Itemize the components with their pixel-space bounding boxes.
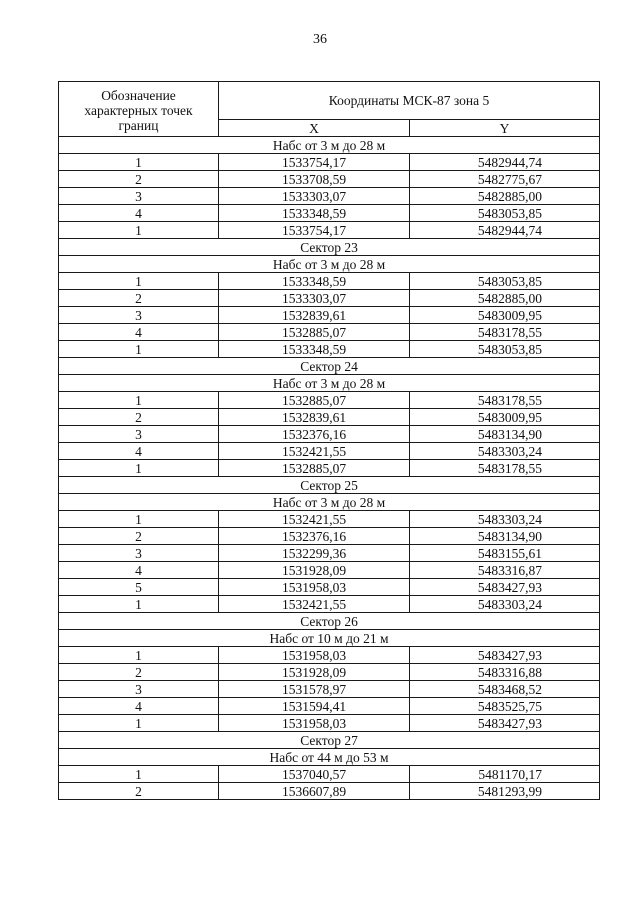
- point-id-cell: 3: [59, 426, 219, 443]
- x-coordinate-cell: 1531594,41: [219, 698, 410, 715]
- x-coordinate-cell: 1532376,16: [219, 426, 410, 443]
- y-coordinate-cell: 5483468,52: [410, 681, 600, 698]
- x-coordinate-cell: 1532885,07: [219, 460, 410, 477]
- y-coordinate-cell: 5483525,75: [410, 698, 600, 715]
- y-coordinate-cell: 5482885,00: [410, 290, 600, 307]
- section-label: Набс от 44 м до 53 м: [59, 749, 600, 766]
- point-id-cell: 4: [59, 324, 219, 341]
- x-coordinate-cell: 1532421,55: [219, 443, 410, 460]
- section-row: [59, 749, 600, 766]
- section-row: [59, 358, 600, 375]
- point-id-cell: 1: [59, 511, 219, 528]
- x-coordinate-cell: 1531928,09: [219, 562, 410, 579]
- y-coordinate-cell: 5483009,95: [410, 307, 600, 324]
- point-id-cell: 2: [59, 290, 219, 307]
- section-label: Набс от 3 м до 28 м: [59, 494, 600, 511]
- y-coordinate-cell: 5483009,95: [410, 409, 600, 426]
- table-row: [59, 409, 600, 426]
- y-coordinate-cell: 5483303,24: [410, 443, 600, 460]
- table-row: [59, 579, 600, 596]
- point-id-cell: 5: [59, 579, 219, 596]
- header-y: Y: [410, 120, 600, 137]
- point-id-cell: 1: [59, 460, 219, 477]
- header-coordinates-title: Координаты МСК-87 зона 5: [219, 82, 600, 120]
- point-id-cell: 1: [59, 715, 219, 732]
- x-coordinate-cell: 1533348,59: [219, 205, 410, 222]
- section-label: Набс от 3 м до 28 м: [59, 375, 600, 392]
- section-label: Сектор 25: [59, 477, 600, 494]
- y-coordinate-cell: 5483053,85: [410, 273, 600, 290]
- point-id-cell: 2: [59, 409, 219, 426]
- table-row: [59, 273, 600, 290]
- x-coordinate-cell: 1531958,03: [219, 579, 410, 596]
- table-row: [59, 154, 600, 171]
- table-row: [59, 596, 600, 613]
- y-coordinate-cell: 5483316,88: [410, 664, 600, 681]
- x-coordinate-cell: 1536607,89: [219, 783, 410, 800]
- y-coordinate-cell: 5483303,24: [410, 511, 600, 528]
- x-coordinate-cell: 1533303,07: [219, 290, 410, 307]
- table-row: [59, 443, 600, 460]
- section-label: Набс от 3 м до 28 м: [59, 137, 600, 154]
- x-coordinate-cell: 1533303,07: [219, 188, 410, 205]
- section-row: [59, 256, 600, 273]
- x-coordinate-cell: 1532421,55: [219, 511, 410, 528]
- x-coordinate-cell: 1533708,59: [219, 171, 410, 188]
- section-label: Сектор 23: [59, 239, 600, 256]
- point-id-cell: 3: [59, 681, 219, 698]
- y-coordinate-cell: 5483427,93: [410, 579, 600, 596]
- header-x: X: [219, 120, 410, 137]
- point-id-cell: 4: [59, 205, 219, 222]
- point-id-cell: 1: [59, 392, 219, 409]
- point-id-cell: 2: [59, 171, 219, 188]
- section-row: [59, 375, 600, 392]
- point-id-cell: 1: [59, 273, 219, 290]
- x-coordinate-cell: 1531928,09: [219, 664, 410, 681]
- section-label: Сектор 26: [59, 613, 600, 630]
- point-id-cell: 1: [59, 341, 219, 358]
- table-row: [59, 698, 600, 715]
- table-row: [59, 664, 600, 681]
- y-coordinate-cell: 5483134,90: [410, 426, 600, 443]
- section-label: Сектор 24: [59, 358, 600, 375]
- section-row: [59, 239, 600, 256]
- table-row: [59, 307, 600, 324]
- point-id-cell: 4: [59, 443, 219, 460]
- table-row: [59, 783, 600, 800]
- point-id-cell: 1: [59, 766, 219, 783]
- table-row: [59, 324, 600, 341]
- point-id-cell: 2: [59, 783, 219, 800]
- x-coordinate-cell: 1537040,57: [219, 766, 410, 783]
- table-row: [59, 222, 600, 239]
- y-coordinate-cell: 5482775,67: [410, 171, 600, 188]
- x-coordinate-cell: 1532885,07: [219, 324, 410, 341]
- y-coordinate-cell: 5483427,93: [410, 715, 600, 732]
- point-id-cell: 2: [59, 528, 219, 545]
- x-coordinate-cell: 1533754,17: [219, 154, 410, 171]
- x-coordinate-cell: 1531578,97: [219, 681, 410, 698]
- table-row: [59, 188, 600, 205]
- y-coordinate-cell: 5483053,85: [410, 341, 600, 358]
- x-coordinate-cell: 1532885,07: [219, 392, 410, 409]
- section-row: [59, 477, 600, 494]
- x-coordinate-cell: 1532839,61: [219, 409, 410, 426]
- table-row: [59, 341, 600, 358]
- y-coordinate-cell: 5483134,90: [410, 528, 600, 545]
- x-coordinate-cell: 1533754,17: [219, 222, 410, 239]
- point-id-cell: 4: [59, 698, 219, 715]
- table-body: [59, 137, 600, 800]
- x-coordinate-cell: 1533348,59: [219, 341, 410, 358]
- section-row: [59, 630, 600, 647]
- table-row: [59, 647, 600, 664]
- y-coordinate-cell: 5483303,24: [410, 596, 600, 613]
- section-row: [59, 137, 600, 154]
- y-coordinate-cell: 5482944,74: [410, 154, 600, 171]
- y-coordinate-cell: 5482944,74: [410, 222, 600, 239]
- table-row: [59, 290, 600, 307]
- y-coordinate-cell: 5483155,61: [410, 545, 600, 562]
- table-row: [59, 528, 600, 545]
- table-row: [59, 511, 600, 528]
- y-coordinate-cell: 5481170,17: [410, 766, 600, 783]
- point-id-cell: 1: [59, 647, 219, 664]
- point-id-cell: 1: [59, 596, 219, 613]
- coordinates-table: [58, 81, 600, 800]
- y-coordinate-cell: 5483316,87: [410, 562, 600, 579]
- table-row: [59, 715, 600, 732]
- point-id-cell: 3: [59, 545, 219, 562]
- point-id-cell: 4: [59, 562, 219, 579]
- x-coordinate-cell: 1532839,61: [219, 307, 410, 324]
- table-row: [59, 426, 600, 443]
- table-row: [59, 681, 600, 698]
- y-coordinate-cell: 5483178,55: [410, 392, 600, 409]
- x-coordinate-cell: 1533348,59: [219, 273, 410, 290]
- table-header: [59, 82, 600, 137]
- section-label: Набс от 3 м до 28 м: [59, 256, 600, 273]
- page-number: 36: [313, 32, 327, 47]
- point-id-cell: 1: [59, 154, 219, 171]
- table-row: [59, 766, 600, 783]
- section-row: [59, 613, 600, 630]
- table-row: [59, 171, 600, 188]
- header-row-top: [59, 82, 600, 120]
- table-row: [59, 460, 600, 477]
- table-row: [59, 562, 600, 579]
- header-point-designation: Обозначение характерных точек границ: [59, 82, 219, 137]
- point-id-cell: 3: [59, 188, 219, 205]
- table-row: [59, 392, 600, 409]
- y-coordinate-cell: 5483053,85: [410, 205, 600, 222]
- section-label: Сектор 27: [59, 732, 600, 749]
- section-row: [59, 732, 600, 749]
- point-id-cell: 3: [59, 307, 219, 324]
- x-coordinate-cell: 1532376,16: [219, 528, 410, 545]
- y-coordinate-cell: 5483178,55: [410, 324, 600, 341]
- y-coordinate-cell: 5483427,93: [410, 647, 600, 664]
- point-id-cell: 1: [59, 222, 219, 239]
- point-id-cell: 2: [59, 664, 219, 681]
- table-row: [59, 205, 600, 222]
- x-coordinate-cell: 1531958,03: [219, 647, 410, 664]
- x-coordinate-cell: 1532299,36: [219, 545, 410, 562]
- y-coordinate-cell: 5483178,55: [410, 460, 600, 477]
- y-coordinate-cell: 5481293,99: [410, 783, 600, 800]
- section-row: [59, 494, 600, 511]
- table-row: [59, 545, 600, 562]
- x-coordinate-cell: 1532421,55: [219, 596, 410, 613]
- x-coordinate-cell: 1531958,03: [219, 715, 410, 732]
- section-label: Набс от 10 м до 21 м: [59, 630, 600, 647]
- y-coordinate-cell: 5482885,00: [410, 188, 600, 205]
